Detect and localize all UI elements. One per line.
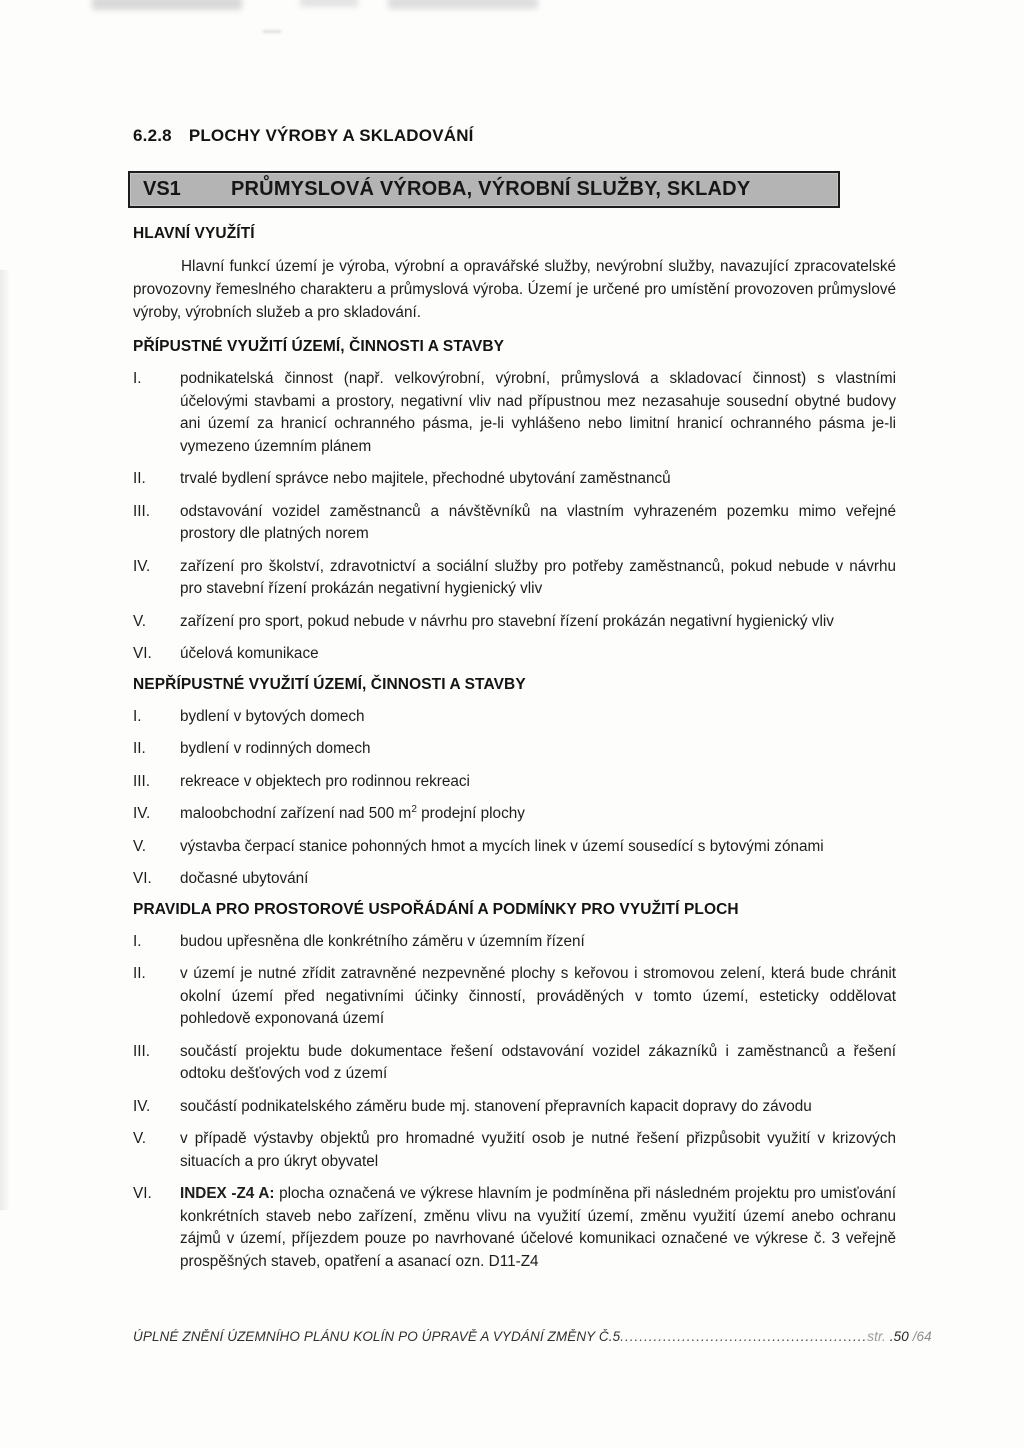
- item-text: zařízení pro sport, pokud nebude v návrhu pro stavební řízení prokázán negativní hygienický vliv: [180, 612, 834, 630]
- list-item: [133, 501, 896, 546]
- item-numeral: II.: [133, 740, 146, 757]
- item-numeral: III.: [133, 502, 150, 520]
- list-item: [133, 803, 896, 826]
- list-item: [133, 1183, 896, 1273]
- item-numeral: VI.: [133, 870, 152, 887]
- item-numeral: III.: [133, 1042, 150, 1060]
- footer-dot-leader: ....................................................: [620, 1329, 868, 1344]
- item-text: účelová komunikace: [180, 645, 319, 662]
- main-use-paragraph: Hlavní funkcí území je výroba, výrobní a opravářské služby, nevýrobní služby, navazující zpracovatelské provozovny řemeslného charakteru a průmyslová výroba. Území je určené pro umístění provozoven průmyslové výroby, výrobních služeb a pro skladování.: [133, 258, 896, 321]
- scan-artifact-smudge: [388, 0, 538, 9]
- item-text-with-lead: [180, 1183, 896, 1273]
- item-text: bydlení v bytových domech: [180, 707, 365, 725]
- item-text: bydlení v rodinných domech: [180, 740, 371, 757]
- scan-artifact-speck: [263, 30, 281, 33]
- item-text: podnikatelská činnost (např. velkovýrobní, výrobní, průmyslová a skladovací činnost) s vlastními účelovými stavbami a prostory, negativní vliv nad přípustnou mez nezasahuje sousední obytné budovy ani území za hranicí ochranného pásma, je-li vyhlášeno nebo limitní hranicí ochranného pásma je-li vymezeno územním plánem: [180, 370, 896, 455]
- item-numeral: IV.: [133, 557, 151, 575]
- item-numeral: V.: [133, 1130, 147, 1147]
- item-text: v případě výstavby objektů pro hromadné využití osob je nutné řešení přizpůsobit využití v krizových situacích a pro úkryt obyvatel: [180, 1130, 896, 1170]
- footer-document-title: ÚPLNÉ ZNĚNÍ ÚZEMNÍHO PLÁNU KOLÍN PO ÚPRAVĚ A VYDÁNÍ ZMĚNY Č.5: [133, 1329, 621, 1344]
- item-lead-bold: INDEX -Z4 A:: [180, 1185, 275, 1202]
- list-item: [133, 963, 896, 1031]
- item-numeral: IV.: [133, 805, 151, 822]
- item-text: zařízení pro školství, zdravotnictví a sociální služby pro potřeby zaměstnanců, pokud nebude v návrhu pro stavební řízení prokázán negativní hygienický vliv: [180, 557, 896, 597]
- item-text: odstavování vozidel zaměstnanců a návštěvníků na vlastním vyhrazeném pozemku mimo veřejné prostory dle platných norem: [180, 502, 896, 542]
- list-item: [133, 611, 896, 634]
- list-item: [133, 368, 896, 458]
- item-numeral: II.: [133, 470, 146, 487]
- list-item: [133, 836, 896, 859]
- item-text: budou upřesněna dle konkrétního záměru v územním řízení: [180, 932, 585, 950]
- item-numeral: V.: [133, 612, 147, 630]
- page-footer: [133, 1329, 933, 1344]
- list-item: [133, 771, 896, 794]
- item-text-post: prodejní plochy: [416, 805, 525, 822]
- list-item: [133, 556, 896, 601]
- list-item: [133, 931, 896, 954]
- footer-page-number: .50: [889, 1329, 909, 1344]
- item-text: součástí podnikatelského záměru bude mj. stanovení přepravních kapacit dopravy do závodu: [180, 1097, 812, 1115]
- footer-page-total: /64: [912, 1329, 932, 1344]
- section-title: PLOCHY VÝROBY A SKLADOVÁNÍ: [188, 126, 474, 145]
- section-number: 6.2.8: [133, 126, 172, 145]
- subsection-heading-rules: PRAVIDLA PRO PROSTOROVÉ USPOŘÁDÁNÍ A PODMÍNKY PRO VYUŽITÍ PLOCH: [133, 900, 739, 918]
- list-item: [133, 468, 896, 491]
- item-text: rekreace v objektech pro rodinnou rekreaci: [180, 772, 470, 790]
- list-item: [133, 868, 896, 891]
- item-numeral: II.: [133, 965, 146, 982]
- scan-artifact-smudge: [92, 0, 242, 10]
- list-item: [133, 643, 896, 666]
- superscript-2: 2: [411, 803, 417, 815]
- item-numeral: VI.: [133, 645, 152, 662]
- item-text: plocha označená ve výkrese hlavním je podmíněna při následném projektu pro umisťování konkrétních staveb nebo zařízení, změnu vlivu na využití území, změnu využití území anebo ochranu zájmů v území, příjezdem pouze po navrhované účelové komunikaci označené ve výkrese č. 3 veřejně prospěšných staveb, opatření a asanací ozn. D11-Z4: [180, 1185, 896, 1270]
- item-numeral: I.: [133, 370, 142, 387]
- zone-title-bar: [128, 171, 840, 208]
- section-heading: [133, 126, 896, 146]
- footer-page-label: str.: [867, 1329, 886, 1344]
- subsection-heading-main-use: HLAVNÍ VYUŽÍTÍ: [133, 225, 255, 242]
- item-text-pre: maloobchodní zařízení nad 500 m: [180, 805, 412, 822]
- item-text: v území je nutné zřídit zatravněné nezpevněné plochy s keřovou i stromovou zelení, která bude chránit okolní území před negativními účinky činností, prováděných v tomto území, esteticky oddělovat pohledově exponovaná území: [180, 965, 896, 1027]
- zone-title: PRŮMYSLOVÁ VÝROBA, VÝROBNÍ SLUŽBY, SKLADY: [231, 178, 751, 200]
- list-item: [133, 1128, 896, 1173]
- item-numeral: I.: [133, 932, 142, 950]
- item-numeral: VI.: [133, 1185, 152, 1202]
- list-item: [133, 1041, 896, 1086]
- item-numeral: III.: [133, 772, 150, 790]
- item-numeral: IV.: [133, 1097, 151, 1115]
- item-text-with-superscript: [180, 803, 896, 826]
- subsection-heading-impermissible: NEPŘÍPUSTNÉ VYUŽITÍ ÚZEMÍ, ČINNOSTI A STAVBY: [133, 675, 526, 693]
- list-item: [133, 706, 896, 729]
- subsection-heading-permissible: PŘÍPUSTNÉ VYUŽITÍ ÚZEMÍ, ČINNOSTI A STAVBY: [133, 338, 505, 355]
- document-content: [133, 126, 896, 1283]
- item-text: trvalé bydlení správce nebo majitele, přechodné ubytování zaměstnanců: [180, 470, 671, 487]
- item-text: součástí projektu bude dokumentace řešení odstavování vozidel zákazníků i zaměstnanců a řešení odtoku dešťových vod z území: [180, 1042, 896, 1082]
- item-text: výstavba čerpací stanice pohonných hmot a mycích linek v území sousedící s bytovými zónami: [180, 837, 824, 855]
- list-item: [133, 1096, 896, 1119]
- scan-edge-shadow: [0, 270, 10, 1210]
- list-item: [133, 738, 896, 761]
- zone-code: VS1: [143, 178, 181, 200]
- item-numeral: I.: [133, 707, 142, 725]
- item-numeral: V.: [133, 837, 147, 855]
- item-text: dočasné ubytování: [180, 870, 309, 887]
- scan-artifact-smudge: [300, 0, 358, 7]
